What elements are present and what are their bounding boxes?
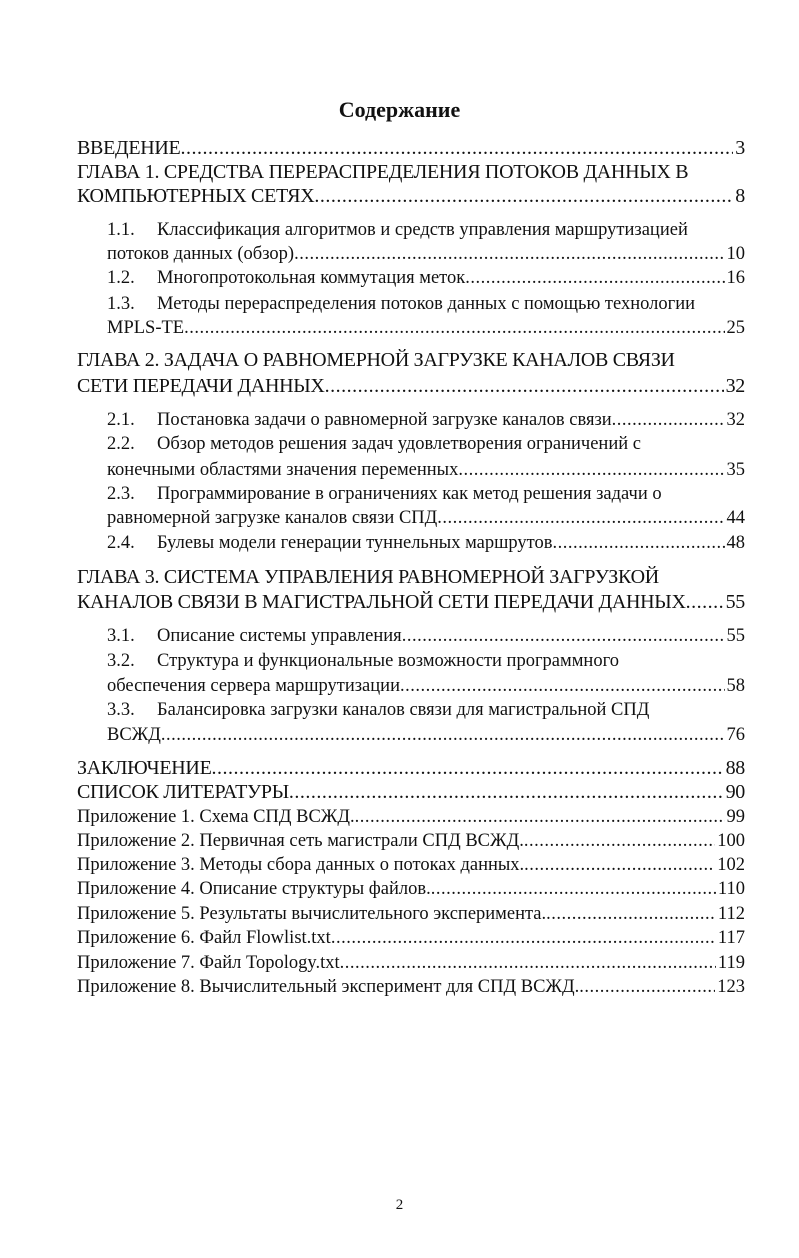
toc-entry-text: Приложение 8. Вычислительный эксперимент для СПД ВСЖД. — [77, 977, 580, 997]
toc-entry-text: СПИСОК ЛИТЕРАТУРЫ — [77, 781, 289, 803]
dot-leader — [355, 805, 725, 829]
toc-page-number: 90 — [725, 781, 745, 803]
dot-leader — [314, 184, 733, 208]
dot-leader — [612, 408, 725, 432]
dot-leader — [400, 674, 725, 698]
section-number: 3.2. — [107, 651, 135, 671]
toc-page-number: 119 — [717, 953, 745, 973]
dot-leader — [289, 780, 724, 804]
section-number: 3.3. — [107, 700, 135, 720]
dot-leader — [340, 951, 716, 975]
toc-entry-text: ГЛАВА 3. СИСТЕМА УПРАВЛЕНИЯ РАВНОМЕРНОЙ ЗАГРУЗКОЙ — [77, 566, 659, 588]
section-number: 1.1. — [107, 220, 135, 240]
dot-leader — [579, 975, 715, 999]
toc-entry-text: Обзор методов решения задач удовлетворения ограничений с — [157, 434, 641, 454]
toc-page-number: 58 — [726, 676, 745, 696]
toc-entry-text: Приложение 3. Методы сбора данных о потоках данных. — [77, 855, 525, 875]
section-number: 2.3. — [107, 484, 135, 504]
section-number: 1.2. — [107, 268, 135, 288]
dot-leader — [431, 877, 716, 901]
toc-entry-text: Приложение 5. Результаты вычислительного эксперимента. — [77, 904, 547, 924]
toc-entry-references[interactable] — [77, 780, 745, 804]
toc-page-number: 25 — [726, 318, 745, 338]
toc-entry-2-2[interactable] — [107, 432, 745, 456]
toc-entry-conclusion[interactable] — [77, 756, 745, 780]
dot-leader — [294, 242, 724, 266]
toc-entry-text: ГЛАВА 2. ЗАДАЧА О РАВНОМЕРНОЙ ЗАГРУЗКЕ КАНАЛОВ СВЯЗИ — [77, 349, 675, 371]
toc-entry-chapter-1-cont[interactable] — [77, 184, 745, 208]
section-number: 2.1. — [107, 410, 135, 430]
toc-entry-text: КАНАЛОВ СВЯЗИ В МАГИСТРАЛЬНОЙ СЕТИ ПЕРЕДАЧИ ДАННЫХ — [77, 591, 686, 613]
toc-page-number: 44 — [726, 508, 745, 528]
dot-leader — [524, 829, 715, 853]
toc-entry-3-3-cont[interactable] — [107, 723, 745, 747]
toc-entry-3-3[interactable] — [107, 698, 745, 722]
toc-page-number: 100 — [717, 831, 745, 851]
page-number: 2 — [395, 1197, 404, 1213]
toc-entry-appendix-2[interactable] — [77, 829, 745, 853]
toc-entry-appendix-1[interactable] — [77, 805, 745, 829]
toc-entry-appendix-6[interactable] — [77, 926, 745, 950]
dot-leader — [211, 756, 723, 780]
toc-entry-text: Классификация алгоритмов и средств управления маршрутизацией — [157, 220, 688, 240]
toc-page-number: 32 — [726, 410, 745, 430]
dot-leader — [437, 506, 724, 530]
toc-entry-1-1[interactable] — [107, 218, 745, 242]
toc-entry-text: Булевы модели генерации туннельных маршрутов — [157, 533, 553, 553]
toc-entry-appendix-3[interactable] — [77, 853, 745, 877]
dot-leader — [465, 266, 724, 290]
toc-entry-chapter-3-cont[interactable] — [77, 590, 745, 614]
toc-entry-text: Постановка задачи о равномерной загрузке каналов связи — [157, 410, 612, 430]
toc-entry-3-1[interactable] — [107, 624, 745, 648]
toc-page-number: 88 — [725, 757, 745, 779]
toc-entry-text: Балансировка загрузки каналов связи для магистральной СПД — [157, 700, 650, 720]
toc-entry-text: СЕТИ ПЕРЕДАЧИ ДАННЫХ — [77, 375, 325, 397]
toc-entry-text: конечными областями значения переменных — [107, 460, 459, 480]
toc-entry-text: Приложение 6. Файл Flowlist.txt — [77, 928, 331, 948]
dot-leader — [402, 624, 725, 648]
toc-entry-2-1[interactable] — [107, 408, 745, 432]
toc-entry-text: Приложение 1. Схема СПД ВСЖД. — [77, 807, 355, 827]
toc-entry-text: MPLS-TE — [107, 318, 185, 338]
toc-page-number: 102 — [717, 855, 745, 875]
toc-page-number: 110 — [717, 879, 745, 899]
toc-page-number: 55 — [725, 591, 745, 613]
dot-leader — [546, 902, 716, 926]
toc-entry-3-2[interactable] — [107, 649, 745, 673]
toc-entry-appendix-8[interactable] — [77, 975, 745, 999]
section-number: 1.3. — [107, 294, 135, 314]
toc-entry-text: обеспечения сервера маршрутизации — [107, 676, 400, 696]
toc-entry-text: Программирование в ограничениях как метод решения задачи о — [157, 484, 662, 504]
toc-entry-text: Приложение 2. Первичная сеть магистрали СПД ВСЖД. — [77, 831, 524, 851]
dot-leader — [458, 458, 724, 482]
toc-entry-chapter-2-cont[interactable] — [77, 374, 745, 398]
toc-entry-text: ЗАКЛЮЧЕНИЕ — [77, 757, 212, 779]
dot-leader — [325, 374, 724, 398]
toc-entry-text: ВВЕДЕНИЕ — [77, 137, 181, 159]
toc-page-number: 76 — [726, 725, 745, 745]
toc-entry-text: Структура и функциональные возможности программного — [157, 651, 619, 671]
toc-page-number: 16 — [726, 268, 745, 288]
section-number: 2.2. — [107, 434, 135, 454]
toc-entry-text: КОМПЬЮТЕРНЫХ СЕТЯХ — [77, 185, 315, 207]
toc-page-number: 35 — [726, 460, 745, 480]
section-number: 2.4. — [107, 533, 135, 553]
dot-leader — [331, 926, 716, 950]
dot-leader — [180, 136, 733, 160]
toc-entry-2-4[interactable] — [107, 531, 745, 555]
toc-entry-2-2-cont[interactable] — [107, 458, 745, 482]
toc-entry-1-3-cont[interactable] — [107, 316, 745, 340]
toc-entry-text: Приложение 4. Описание структуры файлов. — [77, 879, 431, 899]
toc-entry-text: ГЛАВА 1. СРЕДСТВА ПЕРЕРАСПРЕДЕЛЕНИЯ ПОТОКОВ ДАННЫХ В — [77, 161, 689, 183]
toc-entry-2-3-cont[interactable] — [107, 506, 745, 530]
toc-page-number: 32 — [725, 375, 745, 397]
toc-entry-text: Многопротокольная коммутация меток — [157, 268, 466, 288]
toc-entry-appendix-7[interactable] — [77, 951, 745, 975]
toc-entry-appendix-4[interactable] — [77, 877, 745, 901]
toc-entry-appendix-5[interactable] — [77, 902, 745, 926]
toc-entry-chapter-3[interactable] — [77, 565, 745, 589]
toc-entry-1-2[interactable] — [107, 266, 745, 290]
page-title: Содержание — [338, 97, 461, 122]
toc-entry-3-2-cont[interactable] — [107, 674, 745, 698]
dot-leader — [686, 590, 724, 614]
toc-page-number: 10 — [726, 244, 745, 264]
toc-entry-chapter-2[interactable] — [77, 348, 745, 372]
toc-entry-intro[interactable] — [77, 136, 745, 160]
toc-page-number: 123 — [717, 977, 745, 997]
toc-page-number: 99 — [726, 807, 745, 827]
dot-leader — [524, 853, 715, 877]
section-number: 3.1. — [107, 626, 135, 646]
toc-entry-text: Приложение 7. Файл Topology.txt — [77, 953, 340, 973]
toc-entry-1-3[interactable] — [107, 292, 745, 316]
dot-leader — [184, 316, 724, 340]
toc-entry-text: Описание системы управления — [157, 626, 402, 646]
dot-leader — [161, 723, 725, 747]
toc-page-number: 55 — [726, 626, 745, 646]
toc-entry-2-3[interactable] — [107, 482, 745, 506]
toc-entry-text: равномерной загрузке каналов связи СПД — [107, 508, 438, 528]
toc-entry-chapter-1[interactable] — [77, 160, 745, 184]
toc-page-number: 8 — [735, 185, 745, 207]
toc-page-number: 48 — [726, 533, 745, 553]
toc-page-number: 3 — [735, 137, 745, 159]
toc-page-number: 117 — [717, 928, 745, 948]
toc-entry-text: потоков данных (обзор) — [107, 244, 295, 264]
toc-page-number: 112 — [717, 904, 745, 924]
toc-entry-text: ВСЖД — [107, 725, 161, 745]
toc-entry-1-1-cont[interactable] — [107, 242, 745, 266]
toc-entry-text: Методы перераспределения потоков данных с помощью технологии — [157, 294, 695, 314]
dot-leader — [552, 531, 724, 555]
